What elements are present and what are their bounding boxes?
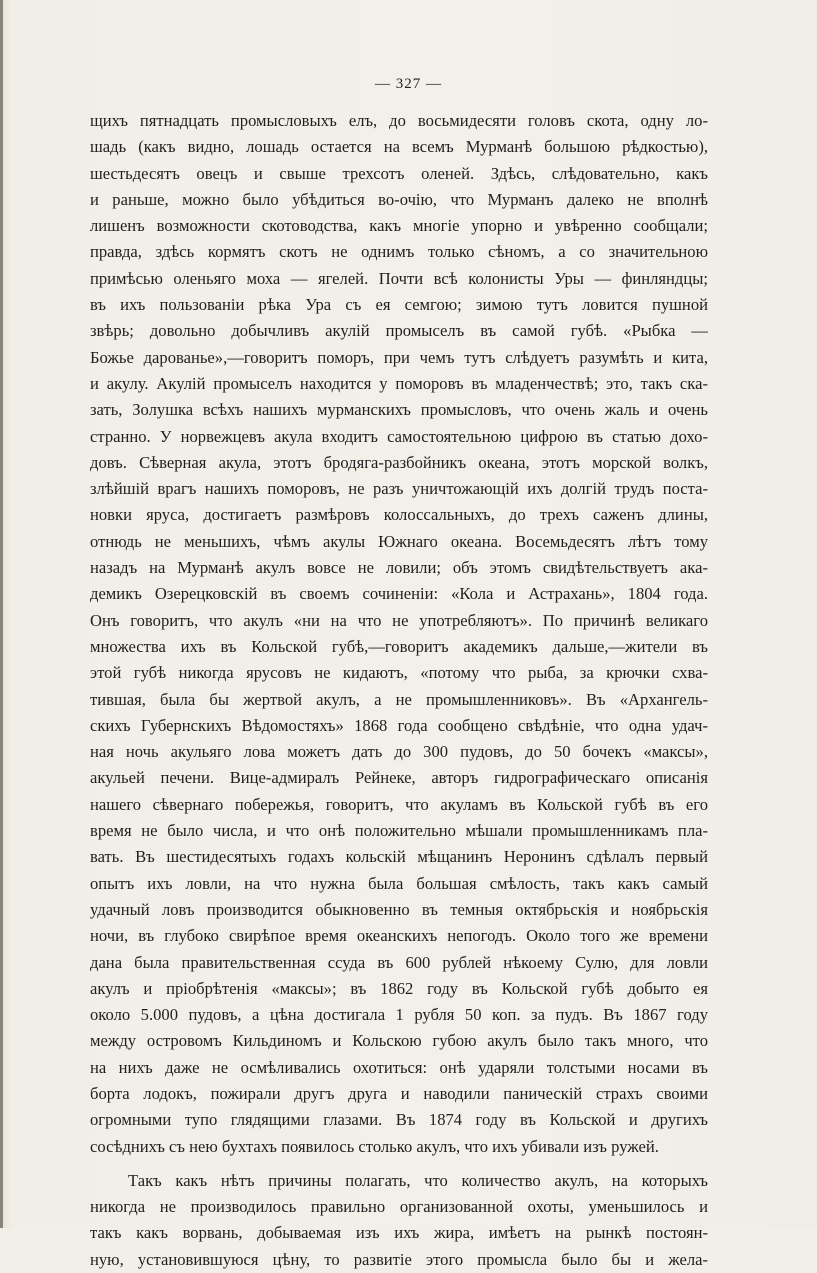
text-line: демикъ Озерецковскій въ своемъ сочиненіи: «Кола и Астрахань», 1804 года. (90, 584, 708, 604)
text-line: шестьдесятъ овецъ и свыше трехсотъ оленей. Здѣсь, слѣдовательно, какъ (90, 163, 708, 183)
paragraph-gap (90, 1160, 708, 1168)
text-line: шадь (какъ видно, лошадь остается на всемъ Мурманѣ большою рѣдкостью), (90, 137, 708, 157)
text-line: вать. Въ шестидесятыхъ годахъ кольскій мѣщанинъ Неронинъ сдѣлалъ первый (90, 847, 708, 867)
text-line: новки яруса, достигаетъ размѣровъ колоссальныхъ, до трехъ саженъ длины, (90, 505, 708, 525)
text-line: въ ихъ пользованіи рѣка Ура съ ея семгою; зимою тутъ ловится пушной (90, 295, 708, 315)
text-line: назадъ на Мурманѣ акулъ вовсе не ловили; объ этомъ свидѣтельствуетъ ака- (90, 558, 708, 578)
text-line: правда, здѣсь кормятъ скотъ не однимъ только сѣномъ, а со значительною (90, 242, 708, 262)
text-line: такъ какъ ворвань, добываемая изъ ихъ жира, имѣетъ на рынкѣ постоян- (90, 1223, 708, 1243)
body-text (90, 108, 708, 1273)
text-line: опытъ ихъ ловли, на что нужна была большая смѣлость, такъ какъ самый (90, 873, 708, 893)
text-line: звѣрь; довольно добычливъ акулій промыселъ въ самой губѣ. «Рыбка — (90, 321, 708, 341)
text-line: Божье дарованье»,—говоритъ поморъ, при чемъ тутъ слѣдуетъ разумѣть и кита, (90, 347, 708, 367)
text-line: злѣйшій врагъ нашихъ поморовъ, не разъ уничтожающій ихъ долгій трудъ поста- (90, 479, 708, 499)
page-edge-shadow (0, 0, 3, 1228)
text-line: дана была правительственная ссуда въ 600 рублей нѣкоему Сулю, для ловли (90, 952, 708, 972)
paragraph (90, 1168, 708, 1273)
text-line: и акулу. Акулій промыселъ находится у поморовъ въ младенчествѣ; это, такъ ска- (90, 373, 708, 393)
paragraph (90, 108, 708, 1160)
text-line: сосѣднихъ съ нею бухтахъ появилось столько акулъ, что ихъ убивали изъ ружей. (90, 1136, 659, 1156)
text-line: щихъ пятнадцать промысловыхъ елъ, до восьмидесяти головъ скота, одну ло- (90, 111, 708, 130)
text-line: нашего сѣвернаго побережья, говоритъ, что акуламъ въ Кольской губѣ въ его (90, 794, 708, 814)
text-line: довъ. Сѣверная акула, этотъ бродяга-разбойникъ океана, этотъ морской волкъ, (90, 452, 708, 472)
text-line: лишенъ возможности скотоводства, какъ многіе упорно и увѣренно сообщали; (90, 216, 708, 236)
text-line: борта лодокъ, пожирали другъ друга и наводили паническій страхъ своими (90, 1083, 708, 1103)
text-line: множества ихъ въ Кольской губѣ,—говоритъ академикъ дальше,—жители въ (90, 636, 708, 656)
page-number: — 327 — (375, 76, 442, 92)
text-line: ную, установившуюся цѣну, то развитіе этого промысла было бы и жела- (90, 1249, 708, 1269)
text-line: на нихъ даже не осмѣливались охотиться: онѣ ударяли толстыми носами въ (90, 1057, 708, 1077)
text-line: Такъ какъ нѣтъ причины полагать, что количество акулъ, на которыхъ (128, 1170, 708, 1190)
text-line: и раньше, можно было убѣдиться во-очію, что Мурманъ далеко не вполнѣ (90, 189, 708, 209)
text-line: акульей печени. Вице-адмиралъ Рейнеке, авторъ гидрографическаго описанія (90, 768, 708, 788)
text-line: тившая, была бы жертвой акулъ, а не промышленниковъ». Въ «Архангель- (90, 689, 708, 709)
text-line: скихъ Губернскихъ Вѣдомостяхъ» 1868 года сообщено свѣдѣніе, что одна удач- (90, 715, 708, 735)
text-line: акулъ и пріобрѣтенія «максы»; въ 1862 году въ Кольской губѣ добыто ея (90, 978, 708, 998)
text-line: этой губѣ никогда ярусовъ не кидаютъ, «потому что рыба, за крючки схва- (90, 663, 708, 683)
text-line: между островомъ Кильдиномъ и Кольскою губою акулъ было такъ много, что (90, 1031, 708, 1051)
text-line: ная ночь акульяго лова можетъ дать до 300 пудовъ, до 50 бочекъ «максы», (90, 742, 708, 762)
text-line: Онъ говоритъ, что акулъ «ни на что не употребляютъ». По причинѣ великаго (90, 610, 708, 630)
text-line: время не было числа, и что онѣ положительно мѣшали промышленникамъ пла- (90, 821, 708, 841)
text-line: зать, Золушка всѣхъ нашихъ мурманскихъ промысловъ, что очень жаль и очень (90, 400, 708, 420)
text-line: удачный ловъ производится обыкновенно въ темныя октябрьскія и ноябрьскія (90, 899, 708, 919)
text-line: огромными тупо глядящими глазами. Въ 1874 году въ Кольской и другихъ (90, 1110, 708, 1130)
text-line: отнюдь не меньшихъ, чѣмъ акулы Южнаго океана. Восемьдесятъ лѣтъ тому (90, 531, 708, 551)
text-line: около 5.000 пудовъ, а цѣна достигала 1 рубля 50 коп. за пудъ. Въ 1867 году (90, 1005, 708, 1025)
text-line: никогда не производилось правильно организованной охоты, уменьшилось и (90, 1197, 708, 1217)
text-line: странно. У норвежцевъ акула входитъ самостоятельною цифрою въ статью дохо- (90, 426, 708, 446)
text-line: ночи, въ глубоко свирѣпое время океанскихъ непогодъ. Около того же времени (90, 926, 708, 946)
text-line: примѣсью оленьяго моха — ягелей. Почти всѣ колонисты Уры — финляндцы; (90, 268, 708, 288)
